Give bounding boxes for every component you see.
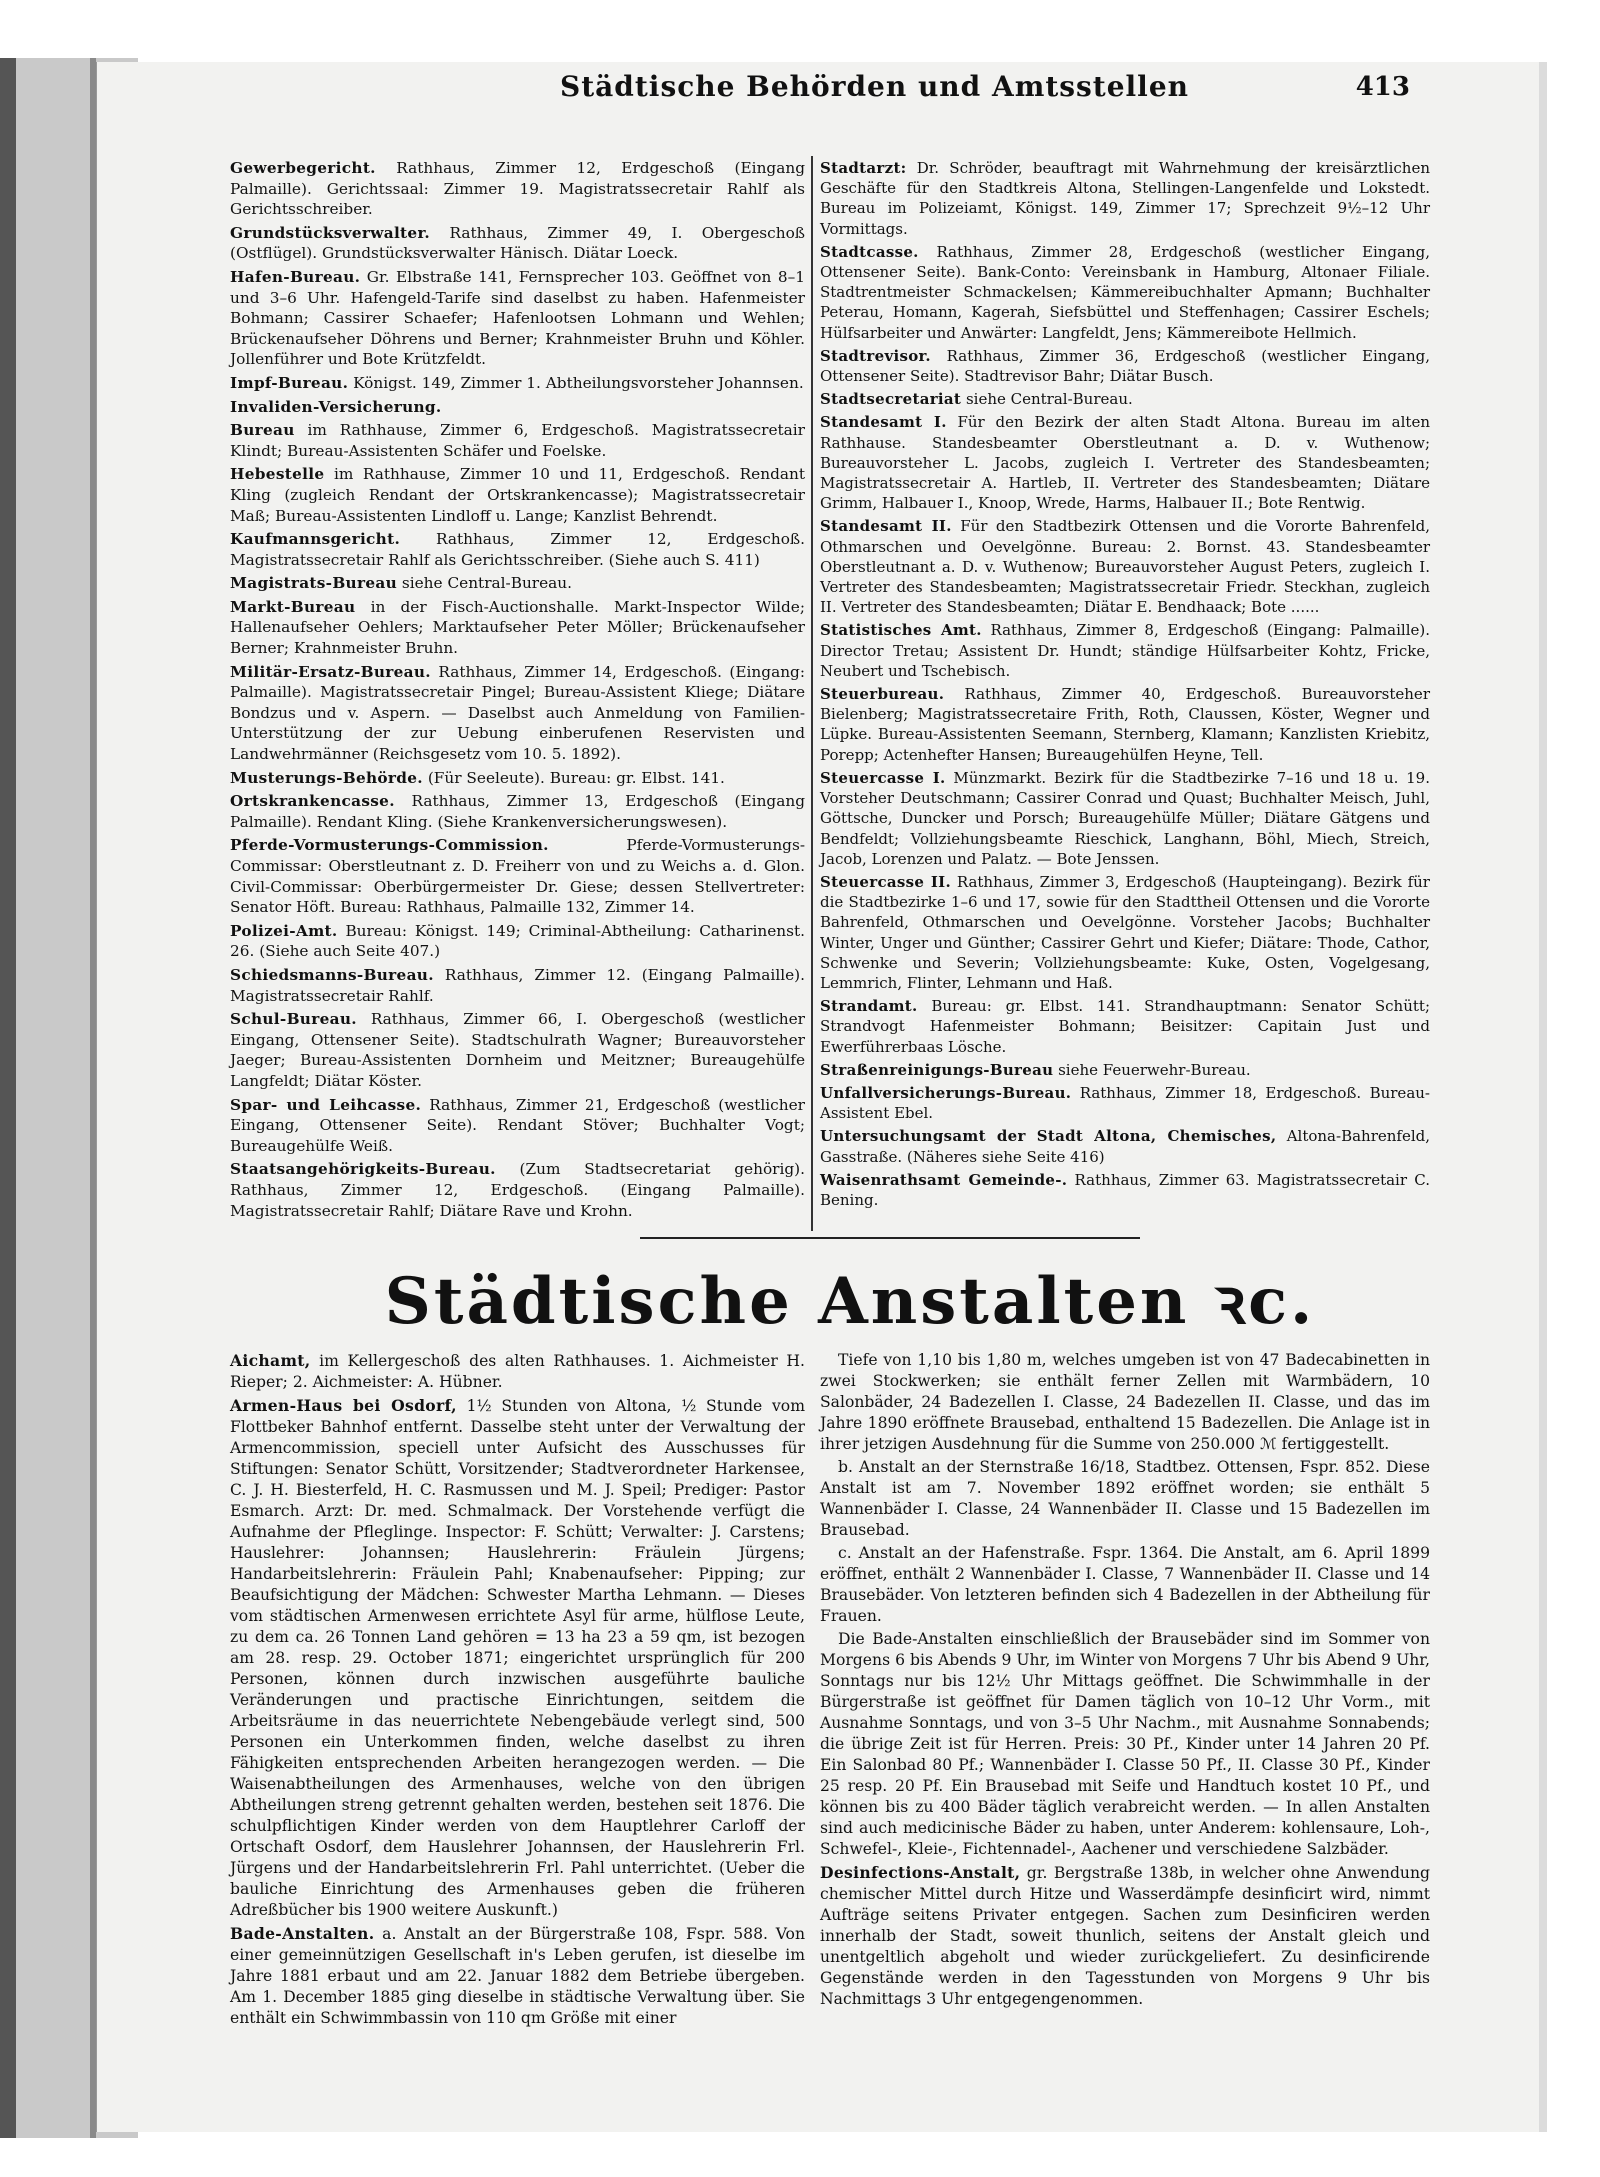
entry-text: Tiefe von 1,10 bis 1,80 m, welches umgeben ist von 47 Badecabinetten in zwei Stockwerken; sie enthält ferner Zellen mit Warmbädern, 10 Salonbäder, 24 Badezellen I. Classe, 24 Badezellen II. Classe, und das im Jahre 1890 eröffnete Brausebad, enthaltend 15 Badezellen. Die Anlage ist in ihrer jetzigen Ausdehnung für die Summe von 250.000 ℳ fertiggestellt. xyxy=(820,1351,1430,1453)
page-header xyxy=(460,70,1410,110)
entry-heading: Stadtsecretariat xyxy=(820,390,962,409)
directory-entry xyxy=(230,597,805,659)
entry-heading: Militär-Ersatz-Bureau. xyxy=(230,662,431,681)
entry-text: a. Anstalt an der Bürgerstraße 108, Fspr. 588. Von einer gemeinnützigen Gesellschaft in's Leben gerufen, ist dieselbe im Jahre 1881 erbaut und am 22. Januar 1882 dem Betriebe übergeben. Am 1. December 1885 ging dieselbe in städtische Verwaltung über. Sie enthält ein Schwimmbassin von 110 qm Größe mit einer xyxy=(230,1925,805,2027)
right-column xyxy=(820,158,1430,1213)
directory-entry xyxy=(820,158,1430,239)
entry-heading: Steuercasse II. xyxy=(820,872,951,891)
directory-entry xyxy=(230,662,805,765)
entry-text: Rathhaus, Zimmer 63. Magistratssecretair C. Bening. xyxy=(820,1170,1430,1209)
directory-entry xyxy=(230,573,805,594)
entry-heading: Stadtcasse. xyxy=(820,242,919,261)
entry-text: Rathhaus, Zimmer 66, I. Obergeschoß (westlicher Eingang, Ottensener Seite). Stadtschulrath Wagner; Bureauvorsteher Jaeger; Bureau-Assistenten Dornheim und Meitzner; Bureaugehülfe Langfeldt; Diätar Köster. xyxy=(230,1010,805,1090)
directory-entry xyxy=(230,158,805,220)
directory-entry xyxy=(820,1862,1430,2010)
entry-text: Rathhaus, Zimmer 12, Erdgeschoß. Magistratssecretair Rahlf als Gerichtsschreiber. (Siehe auch S. 411) xyxy=(230,530,805,569)
entry-heading: Standesamt I. xyxy=(820,413,947,432)
entry-text: Rathhaus, Zimmer 49, I. Obergeschoß (Ostflügel). Grundstücksverwalter Hänisch. Diätar Loeck. xyxy=(230,223,805,263)
directory-entry xyxy=(820,1170,1430,1210)
entry-heading: Unfallversicherungs-Bureau. xyxy=(820,1083,1072,1102)
bottom-left-column xyxy=(230,1350,805,2031)
directory-entry xyxy=(820,346,1430,386)
directory-entry xyxy=(230,529,805,570)
directory-entry xyxy=(230,1350,805,1393)
entry-text: b. Anstalt an der Sternstraße 16/18, Stadtbez. Ottensen, Fspr. 852. Diese Anstalt ist am 7. November 1892 eröffnet worden; sie enthält 5 Wannenbäder I. Classe, 24 Wannenbäder II. Classe und 15 Badezellen im Brausebad. xyxy=(820,1458,1430,1539)
binding-shadow xyxy=(0,58,16,2138)
entry-text: siehe Central-Bureau. xyxy=(401,574,572,593)
entry-text: Rathhaus, Zimmer 36, Erdgeschoß (westlicher Eingang, Ottensener Seite). Stadtrevisor Bahr; Diätar Busch. xyxy=(820,346,1430,386)
entry-text: Dr. Schröder, beauftragt mit Wahrnehmung der kreisärztlichen Geschäfte für den Stadtkreis Altona, Stellingen-Langenfelde und Lokstedt. Bureau im Polizeiamt, Königst. 149, Zimmer 17; Sprechzeit 9½–12 Uhr Vormittags. xyxy=(820,159,1430,238)
directory-entry xyxy=(230,464,805,526)
entry-heading: Stadtarzt: xyxy=(820,159,907,177)
entry-heading: Straßenreinigungs-Bureau xyxy=(820,1060,1054,1079)
entry-text: gr. Bergstraße 138b, in welcher ohne Anwendung chemischer Mittel durch Hitze und Wasserdämpfe desinficirt wird, nimmt Aufträge seitens Privater entgegen. Sachen zum Desinficiren werden innerhalb der Stadt, soweit thunlich, seitens der Anstalt gleich und unentgeltlich abgeholt und wieder zurückgeliefert. Zu desinficirende Gegenstände werden in den Tagesstunden von Morgens 9 Uhr bis Nachmittags 3 Uhr entgegengenommen. xyxy=(820,1864,1430,2008)
directory-entry xyxy=(230,835,805,917)
section-rule xyxy=(640,1237,1140,1239)
entry-text: Rathhaus, Zimmer 3, Erdgeschoß (Haupteingang). Bezirk für die Stadtbezirke 1–6 und 17, sowie für den Stadttheil Ottensen und die Vororte Bahrenfeld, Othmarschen und Oevelgönne. Vorsteher Jacobs; Buchhalter Winter, Unger und Günther; Cassirer Gehrt und Kiefer; Diätare: Thode, Cathor, Schwenke und Severin; Vollziehungsbeamte: Kuke, Osten, Vogelgesang, Lemmrich, Flinter, Lehmann und Haß. xyxy=(820,872,1430,992)
entry-text: siehe Central-Bureau. xyxy=(965,390,1133,409)
directory-entry xyxy=(230,373,805,394)
entry-text: im Kellergeschoß des alten Rathhauses. 1. Aichmeister H. Rieper; 2. Aichmeister: A. Hübner. xyxy=(230,1352,805,1391)
entry-heading: Steuerbureau. xyxy=(820,685,945,704)
entry-text: Rathhaus, Zimmer 28, Erdgeschoß (westlicher Eingang, Ottensener Seite). Bank-Conto: Vereinsbank in Hamburg, Altonaer Filiale. Stadtrentmeister Schmackelsen; Kämmereibuchhalter Apmann; Buchhalter Peterau, Homann, Kagerah, Siefsbüttel und Steffenhagen; Cassirer Eschels; Hülfsarbeiter und Anwärter: Langfeldt, Jens; Kämmereibote Hellmich. xyxy=(820,242,1430,342)
entry-heading: Schiedsmanns-Bureau. xyxy=(230,965,434,984)
directory-entry xyxy=(820,1060,1430,1080)
entry-heading: Desinfections-Anstalt, xyxy=(820,1863,1021,1882)
entry-heading: Aichamt, xyxy=(230,1351,311,1370)
entry-heading: Pferde-Vormusterungs-Commission. xyxy=(230,836,549,855)
entry-text: Gr. Elbstraße 141, Fernsprecher 103. Geöffnet von 8–1 und 3–6 Uhr. Hafengeld-Tarife sind daselbst zu haben. Hafenmeister Bohmann; Cassirer Schaefer; Hafenlootsen Lohmann und Wehlen; Brückenaufseher Döhrens und Berner; Krahnmeister Bruhn und Köhler. Jollenführer und Bote Krützfeldt. xyxy=(230,267,805,369)
entry-text: Altona-Bahrenfeld, Gasstraße. (Näheres siehe Seite 416) xyxy=(820,1127,1430,1166)
entry-heading: Schul-Bureau. xyxy=(230,1010,357,1029)
entry-heading: Strandamt. xyxy=(820,997,918,1016)
directory-entry xyxy=(820,412,1430,513)
entry-text: Bureau: gr. Elbst. 141. Strandhauptmann: Senator Schütt; Strandvogt Hafenmeister Bohmann; Beisitzer: Capitain Just und Ewerführerbaas Lösche. xyxy=(820,997,1430,1056)
entry-text: Die Bade-Anstalten einschließlich der Brausebäder sind im Sommer von Morgens 6 bis Abends 9 Uhr, im Winter von Morgens 7 Uhr bis Abend 9 Uhr, Sonntags nur bis 12½ Uhr Mittags geöffnet. Die Schwimmhalle in der Bürgerstraße ist geöffnet für Damen täglich von 10–12 Uhr Vorm., mit Ausnahme Sonntags, und von 3–5 Uhr Nachm., mit Ausnahme Sonnabends; die übrige Zeit ist für Herren. Preis: 30 Pf., Kinder unter 14 Jahren 20 Pf. Ein Salonbad 80 Pf.; Wannenbäder I. Classe 50 Pf., II. Classe 30 Pf., Kinder 25 resp. 20 Pf. Ein Brausebad mit Seife und Handtuch kostet 10 Pf., und können bis zu 400 Bäder täglich verabreicht werden. — In allen Anstalten sind auch medicinische Bäder zu haben, unter Anderem: kohlensaure, Loh-, Schwefel-, Kleie-, Fichtennadel-, Aachener und verschiedene Salzbäder. xyxy=(820,1630,1430,1858)
entry-text: Königst. 149, Zimmer 1. Abtheilungsvorsteher Johannsen. xyxy=(353,373,804,392)
entry-heading: Steuercasse I. xyxy=(820,768,946,787)
page-number: 413 xyxy=(1355,72,1410,102)
entry-heading: Ortskrankencasse. xyxy=(230,792,395,811)
entry-text: Für den Stadtbezirk Ottensen und die Vororte Bahrenfeld, Othmarschen und Oevelgönne. Bureau: 2. Bornst. 43. Standesbeamter Oberstleutnant a. D. v. Wuthenow; Bureauvorsteher August Peters, zugleich I. Vertreter des Standesbeamten; Magistratssecretair Friedr. Steckhan, zugleich II. Vertreter des Standesbeamten; Diätar E. Bendhaack; Bote ...... xyxy=(820,517,1430,617)
entry-heading: Bureau xyxy=(230,421,295,440)
entry-heading: Musterungs-Behörde. xyxy=(230,768,423,787)
directory-entry xyxy=(820,516,1430,617)
entry-heading: Impf-Bureau. xyxy=(230,373,349,392)
section-title: Städtische Anstalten ꝛc. xyxy=(384,1264,1316,1339)
directory-entry xyxy=(820,996,1430,1057)
directory-entry xyxy=(820,1457,1430,1541)
entry-text: Rathhaus, Zimmer 13, Erdgeschoß (Eingang Palmaille). Rendant Kling. (Siehe Krankenversicherungswesen). xyxy=(230,792,805,831)
column-divider xyxy=(811,156,813,1231)
entry-text: Pferde-Vormusterungs-Commissar: Oberstleutnant z. D. Freiherr von und zu Weichs a. d. Glon. Civil-Commissar: Oberbürgermeister Dr. Giese; dessen Stellvertreter: Senator Höft. Bureau: Rathhaus, Palmaille 132, Zimmer 14. xyxy=(230,836,805,917)
left-column xyxy=(230,158,805,1224)
entry-heading: Staatsangehörigkeits-Bureau. xyxy=(230,1160,496,1179)
entry-heading: Kaufmannsgericht. xyxy=(230,530,401,549)
entry-heading: Gewerbegericht. xyxy=(230,159,376,177)
entry-text: im Rathhause, Zimmer 10 und 11, Erdgeschoß. Rendant Kling (zugleich Rendant der Ortskrankencasse); Magistratssecretair Maß; Bureau-Assistenten Lindloff u. Lange; Kanzlist Behrendt. xyxy=(230,465,805,525)
directory-entry xyxy=(230,768,805,789)
directory-entry xyxy=(230,1159,805,1221)
entry-text: im Rathhause, Zimmer 6, Erdgeschoß. Magistratssecretair Klindt; Bureau-Assistenten Schäfer und Foelske. xyxy=(230,421,805,460)
entry-text: Bureau: Königst. 149; Criminal-Abtheilung: Catharinenst. 26. (Siehe auch Seite 407.) xyxy=(230,921,805,961)
directory-entry xyxy=(820,1126,1430,1166)
entry-heading: Statistisches Amt. xyxy=(820,621,982,640)
directory-entry xyxy=(820,684,1430,765)
entry-text: (Zum Stadtsecretariat gehörig). Rathhaus, Zimmer 12, Erdgeschoß. (Eingang Palmaille). Magistratssecretair Rahlf; Diätare Rave und Krohn. xyxy=(230,1160,805,1220)
entry-text: Münzmarkt. Bezirk für die Stadtbezirke 7–16 und 18 u. 19. Vorsteher Deutschmann; Cassirer Conrad und Quast; Buchhalter Meisch, Juhl, Göttsche, Duncker und Porsch; Bureaugehülfe Müller; Diätare Gätgens und Bendfeldt; Vollziehungsbeamte Rieschick, Langhann, Böhl, Miech, Streich, Jacob, Lorenzen und Palatz. — Bote Jenssen. xyxy=(820,768,1430,868)
entry-heading: Stadtrevisor. xyxy=(820,346,931,365)
directory-entry xyxy=(820,1629,1430,1860)
directory-entry xyxy=(820,872,1430,993)
directory-entry xyxy=(820,1083,1430,1123)
directory-entry xyxy=(820,1543,1430,1627)
entry-heading: Bade-Anstalten. xyxy=(230,1924,375,1943)
entry-text: Rathhaus, Zimmer 18, Erdgeschoß. Bureau-Assistent Ebel. xyxy=(820,1083,1430,1123)
entry-text: Rathhaus, Zimmer 14, Erdgeschoß. (Eingang: Palmaille). Magistratssecretair Pingel; Bureau-Assistent Kliege; Diätare Bondzus und v. Aspern. — Daselbst auch Anmeldung von Familien-Unterstützung der zur Uebung einberufenen Reservisten und Landwehrmänner (Reichsgesetz vom 10. 5. 1892). xyxy=(230,662,805,764)
entry-heading: Waisenrathsamt Gemeinde-. xyxy=(820,1170,1068,1189)
entry-text: in der Fisch-Auctionshalle. Markt-Inspector Wilde; Hallenaufseher Oehlers; Marktaufseher Peter Möller; Brückenaufseher Berner; Krahnmeister Bruhn. xyxy=(230,597,805,658)
entry-heading: Spar- und Leihcasse. xyxy=(230,1095,422,1114)
entry-text: Rathhaus, Zimmer 8, Erdgeschoß (Eingang: Palmaille). Director Tretau; Assistent Dr. Hundt; ständige Hülfsarbeiter Kohtz, Fricke, Neubert und Tschebisch. xyxy=(820,621,1430,680)
entry-heading: Polizei-Amt. xyxy=(230,921,338,940)
directory-entry xyxy=(230,1395,805,1921)
running-head: Städtische Behörden und Amtsstellen xyxy=(560,70,1189,103)
directory-entry xyxy=(820,389,1430,409)
entry-text: Rathhaus, Zimmer 12. (Eingang Palmaille). Magistratssecretair Rahlf. xyxy=(230,965,805,1005)
entry-text: Für den Bezirk der alten Stadt Altona. Bureau im alten Rathhause. Standesbeamter Oberstleutnant a. D. v. Wuthenow; Bureauvorsteher L. Jacobs, zugleich I. Vertreter des Standesbeamten; Magistratssecretair A. Hartleb, II. Vertreter des Standesbeamten; Diätare Grimm, Halbauer I., Knoop, Wrede, Harms, Halbauer II.; Bote Rentwig. xyxy=(820,413,1430,513)
page-edge xyxy=(1539,62,1547,2132)
directory-entry xyxy=(820,620,1430,681)
directory-entry xyxy=(230,965,805,1006)
entry-heading: Untersuchungsamt der Stadt Altona, Chemisches, xyxy=(820,1127,1277,1146)
entry-heading: Standesamt II. xyxy=(820,517,952,536)
directory-entry xyxy=(230,1095,805,1157)
directory-entry xyxy=(230,267,805,370)
entry-heading: Invaliden-Versicherung. xyxy=(230,397,442,416)
entry-heading: Hebestelle xyxy=(230,465,325,484)
bottom-right-column xyxy=(820,1350,1430,2012)
entry-text: (Für Seeleute). Bureau: gr. Elbst. 141. xyxy=(427,768,725,787)
directory-entry xyxy=(230,397,805,418)
entry-heading: Armen-Haus bei Osdorf, xyxy=(230,1396,457,1415)
entry-text: 1½ Stunden von Altona, ½ Stunde vom Flottbeker Bahnhof entfernt. Dasselbe steht unter der Verwaltung der Armencommission, speciell unter Aufsicht des Ausschusses für Stiftungen: Senator Schütt, Vorsitzender; Stadtverordneter Harkensee, C. J. H. Biesterfeld, H. C. Rasmussen und M. J. Speil; Prediger: Pastor Esmarch. Arzt: Dr. med. Schmalmack. Der Vorstehende verfügt die Aufnahme der Pfleglinge. Inspector: F. Schütt; Verwalter: J. Carstens; Hauslehrer: Johannsen; Hauslehrerin: Fräulein Jürgens; Handarbeitslehrerin: Fräulein Pahl; Knabenaufseher: Pipping; zur Beaufsichtigung der Mädchen: Schwester Martha Lehmann. — Dieses vom städtischen Armenwesen errichtete Asyl für arme, hülflose Leute, zu dem ca. 26 Tonnen Land gehören = 13 ha 23 a 59 qm, ist bezogen am 28. resp. 29. October 1871; eingerichtet ursprünglich für 200 Personen, können durch inzwischen ausgeführte bauliche Veränderungen und practische Einrichtungen, seitdem die Arbeitsräume in das neuerrichtete Nebengebäude verlegt sind, 500 Personen ein Unterkommen finden, welche daselbst zu ihren Fähigkeiten entsprechenden Arbeiten herangezogen werden. — Die Waisenabtheilungen des Armenhauses, welche von den übrigen Abtheilungen streng getrennt gehalten werden, bestehen seit 1876. Die schulpflichtigen Kinder werden von dem Hauptlehrer Carloff der Ortschaft Osdorf, dem Hauslehrer Johannsen, der Hauslehrerin Frl. Jürgens und der Handarbeitslehrerin Frl. Pahl unterrichtet. (Ueber die bauliche Einrichtung des Armenhauses geben die früheren Adreßbücher bis 1900 weitere Auskunft.) xyxy=(230,1397,805,1919)
directory-entry xyxy=(230,921,805,962)
entry-text: Rathhaus, Zimmer 21, Erdgeschoß (westlicher Eingang, Ottensener Seite). Rendant Stöver; Buchhalter Vogt; Bureaugehülfe Weiß. xyxy=(230,1095,805,1155)
directory-entry xyxy=(820,768,1430,869)
entry-heading: Markt-Bureau xyxy=(230,597,356,616)
entry-text: c. Anstalt an der Hafenstraße. Fspr. 1364. Die Anstalt, am 6. April 1899 eröffnet, enthält 2 Wannenbäder I. Classe, 7 Wannenbäder II. Classe und 14 Brausebäder. Von letzteren befinden sich 4 Badezellen in der Abtheilung für Frauen. xyxy=(820,1544,1430,1625)
directory-entry xyxy=(230,1009,805,1091)
entry-heading: Hafen-Bureau. xyxy=(230,267,361,286)
directory-entry xyxy=(230,791,805,832)
directory-entry xyxy=(820,1350,1430,1455)
entry-heading: Grundstücksverwalter. xyxy=(230,223,431,242)
directory-entry xyxy=(230,420,805,461)
directory-entry xyxy=(820,242,1430,343)
entry-text: Rathhaus, Zimmer 12, Erdgeschoß (Eingang Palmaille). Gerichtssaal: Zimmer 19. Magistratssecretair Rahlf als Gerichtsschreiber. xyxy=(230,159,805,219)
entry-text: siehe Feuerwehr-Bureau. xyxy=(1058,1060,1251,1079)
entry-text: Rathhaus, Zimmer 40, Erdgeschoß. Bureauvorsteher Bielenberg; Magistratssecretaire Frith, Roth, Claussen, Köster, Wegner und Lüpke. Bureau-Assistenten Seemann, Sternberg, Klamann; Kanzlisten Kriebitz, Porepp; Actenhefter Hansen; Bureaugehülfen Heyne, Tell. xyxy=(820,685,1430,764)
directory-entry xyxy=(230,1923,805,2029)
entry-heading: Magistrats-Bureau xyxy=(230,574,398,593)
directory-entry xyxy=(230,223,805,264)
